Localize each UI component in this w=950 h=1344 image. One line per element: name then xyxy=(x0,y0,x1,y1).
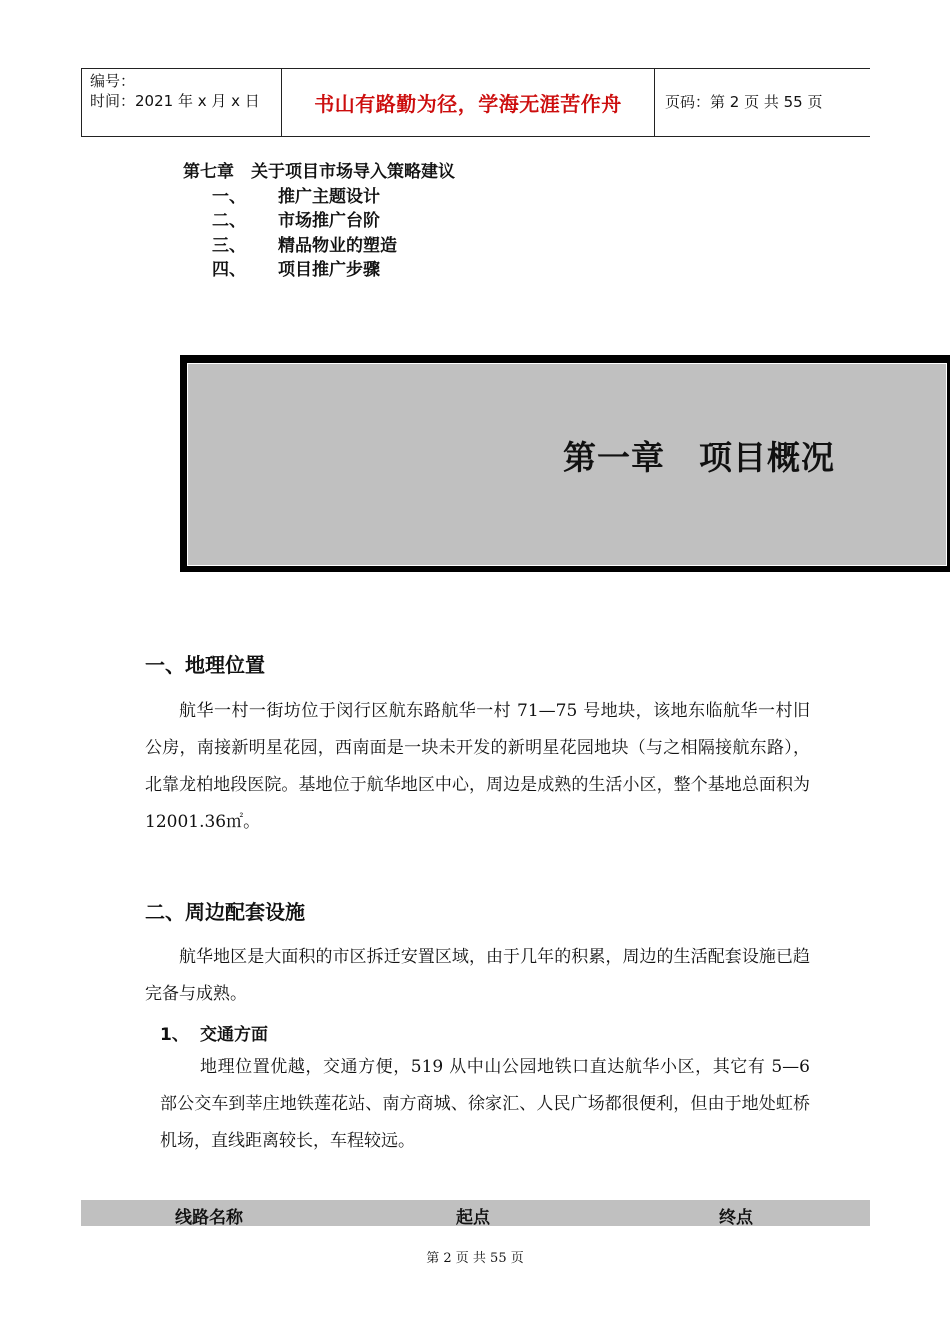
section-paragraph-facilities: 航华地区是大面积的市区拆迁安置区域，由于几年的积累，周边的生活配套设施已趋完备与成熟。 xyxy=(145,947,810,1004)
header-border-left xyxy=(81,69,82,136)
header-number: 编号： xyxy=(90,72,136,90)
subsection-paragraph-transport: 地理位置优越，交通方便，519 从中山公园地铁口直达航华小区，其它有 5—6 部公交车到莘庄地铁莲花站、南方商城、徐家汇、人民广场都很便利，但由于地处虹桥机场，直线距离较长，车程较远。 xyxy=(160,1057,810,1151)
toc-item-num: 三、 xyxy=(212,236,246,256)
header-motto: 书山有路勤为径，学海无涯苦作舟 xyxy=(314,92,622,116)
document-header xyxy=(81,68,870,137)
toc-item-label: 精品物业的塑造 xyxy=(278,236,397,256)
section-heading-facilities: 二、周边配套设施 xyxy=(145,900,305,924)
toc-item-label: 推广主题设计 xyxy=(278,187,380,207)
toc-item xyxy=(212,185,380,209)
toc-chapter7: 第七章 关于项目市场导入策略建议 xyxy=(183,162,455,182)
header-meta xyxy=(90,71,260,111)
page-footer: 第 2 页 共 55 页 xyxy=(426,1251,524,1266)
toc-item xyxy=(212,258,380,282)
toc-item-num: 一、 xyxy=(212,187,246,207)
toc-item-num: 二、 xyxy=(212,211,246,231)
table-header-start: 起点 xyxy=(456,1208,490,1228)
section-paragraph-location: 航华一村一街坊位于闵行区航东路航华一村 71—75 号地块，该地东临航华一村旧公房，南接新明星花园，西南面是一块未开发的新明星花园地块（与之相隔接航东路），北靠龙柏地段医院。基地位于航华地区中心，周边是成熟的生活小区，整个基地总面积为 12001.36㎡。 xyxy=(145,701,810,832)
table-header-route-name: 线路名称 xyxy=(175,1208,243,1228)
bus-routes-table-header xyxy=(81,1200,870,1226)
toc-item-num: 四、 xyxy=(212,260,246,280)
subsection-title: 交通方面 xyxy=(200,1025,268,1045)
header-divider-2 xyxy=(654,69,655,136)
subsection-heading-transport xyxy=(160,1020,268,1045)
header-page-info: 页码：第 2 页 共 55 页 xyxy=(665,93,823,111)
toc-item xyxy=(212,209,380,233)
toc-item-label: 市场推广台阶 xyxy=(278,211,380,231)
subsection-number: 1、 xyxy=(160,1025,189,1045)
toc-item-label: 项目推广步骤 xyxy=(278,260,380,280)
toc-item xyxy=(212,234,397,258)
table-header-end: 终点 xyxy=(719,1208,753,1228)
section-heading-location: 一、地理位置 xyxy=(145,653,265,677)
chapter-title: 第一章 项目概况 xyxy=(563,438,835,477)
header-time: 时间：2021 年 x 月 x 日 xyxy=(90,92,260,110)
